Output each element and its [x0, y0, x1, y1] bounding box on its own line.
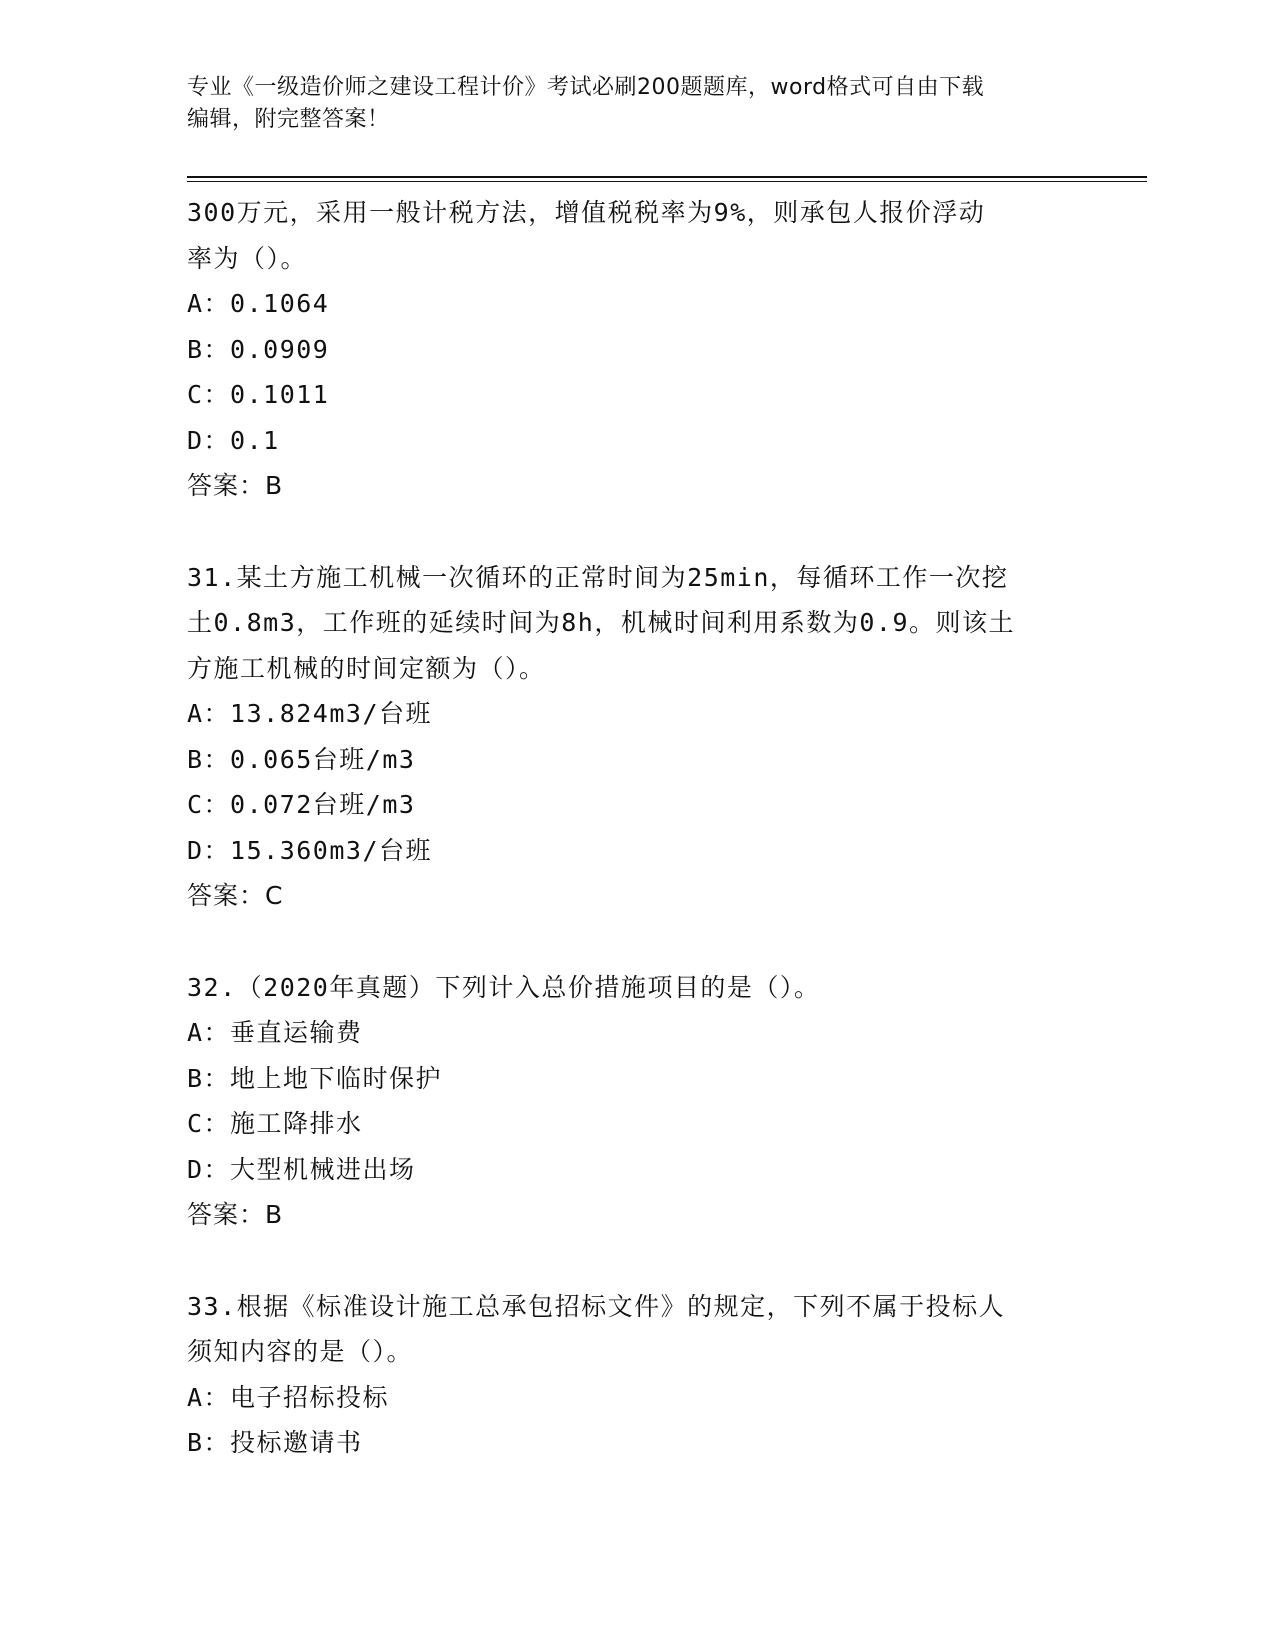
header-line: 专业《一级造价师之建设工程计价》考试必刷200题题库，word格式可自由下载: [187, 75, 985, 100]
option-b: B：0.065台班/m3: [187, 744, 416, 774]
answer-line: 答案：C: [187, 881, 284, 910]
answer-line: 答案：B: [187, 471, 284, 500]
option-c: C：0.072台班/m3: [187, 790, 416, 819]
answer-line: 答案：B: [187, 1200, 284, 1229]
spacer: [187, 509, 1087, 555]
document-header: [187, 72, 1087, 136]
option-a: A：13.824m3/台班: [187, 699, 433, 728]
question-block: [187, 190, 1087, 509]
question-stem: 方施工机械的时间定额为（）。: [187, 653, 546, 683]
question-block: [187, 965, 1087, 1238]
question-stem: 31.某土方施工机械一次循环的正常时间为25min，每循环工作一次挖: [187, 562, 1009, 592]
option-b: B：投标邀请书: [187, 1428, 363, 1457]
question-stem: 300万元，采用一般计税方法，增值税税率为9%，则承包人报价浮动: [187, 198, 986, 227]
question-stem: 须知内容的是（）。: [187, 1337, 414, 1366]
spacer: [187, 919, 1087, 965]
question-stem: 土0.8m3，工作班的延续时间为8h，机械时间利用系数为0.9。则该土: [187, 608, 1016, 637]
question-list: [187, 190, 1087, 1466]
option-c: C：0.1011: [187, 380, 330, 409]
header-divider-thin: [187, 181, 1147, 182]
option-d: D：15.360m3/台班: [187, 835, 433, 865]
option-d: D：大型机械进出场: [187, 1154, 416, 1184]
question-block: [187, 555, 1087, 919]
header-divider: [187, 176, 1147, 178]
question-stem: 32.（2020年真题）下列计入总价措施项目的是（）。: [187, 972, 821, 1002]
question-stem: 33.根据《标准设计施工总承包招标文件》的规定，下列不属于投标人: [187, 1291, 1006, 1321]
question-block: [187, 1284, 1087, 1466]
option-b: B：0.0909: [187, 334, 330, 364]
question-stem: 率为（）。: [187, 243, 308, 273]
option-a: A：0.1064: [187, 289, 330, 318]
option-a: A：垂直运输费: [187, 1018, 363, 1047]
option-c: C：施工降排水: [187, 1109, 363, 1138]
option-a: A：电子招标投标: [187, 1382, 390, 1412]
spacer: [187, 1238, 1087, 1284]
option-b: B：地上地下临时保护: [187, 1063, 443, 1093]
option-d: D：0.1: [187, 425, 280, 455]
header-line: 编辑，附完整答案！: [187, 107, 390, 132]
